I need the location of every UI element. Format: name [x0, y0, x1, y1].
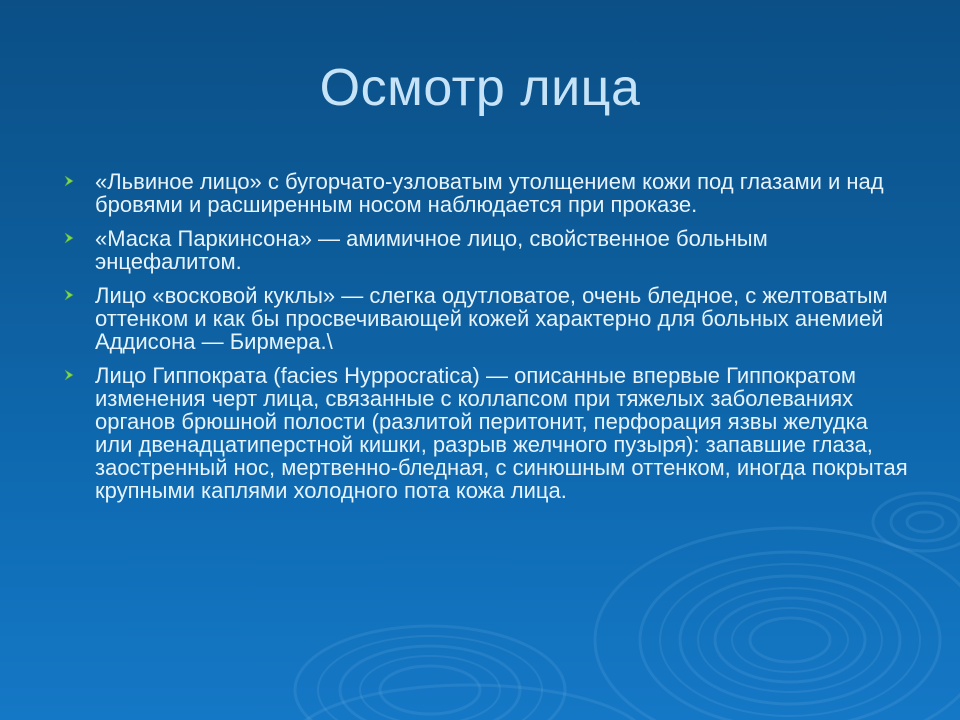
chevron-arrow-icon — [62, 174, 76, 188]
list-item — [88, 227, 908, 273]
list-item-text: «Львиное лицо» с бугорчато-узловатым утолщением кожи под глазами и над бровями и расширенным носом наблюдается при проказе. — [95, 169, 884, 217]
list-item — [88, 170, 908, 216]
list-item — [88, 284, 908, 353]
chevron-arrow-icon — [62, 368, 76, 382]
list-item-text: «Маска Паркинсона» — амимичное лицо, свойственное больным энцефалитом. — [95, 226, 768, 274]
chevron-arrow-icon — [62, 231, 76, 245]
list-item-text: Лицо Гиппократа (facies Hyppocratica) — описанные впервые Гиппократом изменения черт лица, связанные с коллапсом при тяжелых заболеваниях органов брюшной полости (разлитой перитонит, перфорация язвы желудка или двенадцатиперстной кишки, разрыв желчного пузыря): запавшие глаза, заостренный нос, мертвенно-бледная, с синюшным оттенком, иногда покрытая крупными каплями холодного пота кожа лица. — [95, 363, 908, 503]
list-item — [88, 364, 908, 502]
list-item-text: Лицо «восковой куклы» — слегка одутловатое, очень бледное, с желтоватым оттенком и как бы просвечивающей кожей характерно для больных анемией Аддисона — Бирмера.\ — [95, 283, 888, 354]
chevron-arrow-icon — [62, 288, 76, 302]
slide-title: Осмотр лица — [319, 59, 641, 117]
bullet-list — [88, 170, 908, 513]
